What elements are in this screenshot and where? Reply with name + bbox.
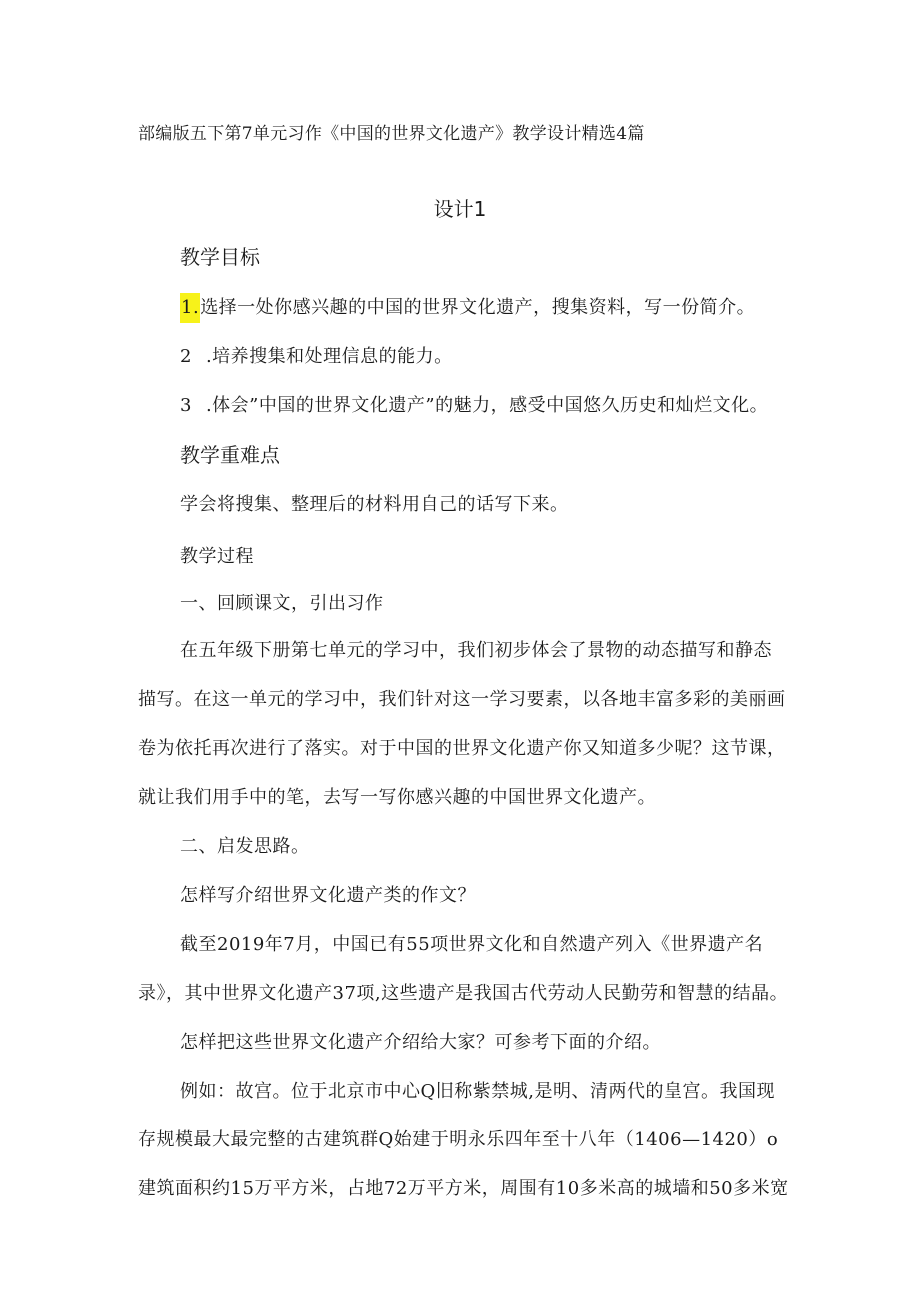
goal-item-3 xyxy=(180,394,768,418)
goal-item-2 xyxy=(180,345,453,369)
section-title: 设计1 xyxy=(433,197,487,221)
goal-text: .体会”中国的世界文化遗产”的魅力，感受中国悠久历史和灿烂文化。 xyxy=(205,395,769,416)
paragraph-3-line: 建筑面积约15万平方米，占地72万平方米，周围有10多米高的城墙和50多米宽 xyxy=(138,1178,789,1199)
goal-text: .培养搜集和处理信息的能力。 xyxy=(205,346,453,367)
howto-intro: 怎样把这些世界文化遗产介绍给大家？可参考下面的介绍。 xyxy=(180,1032,661,1053)
paragraph-2-line: 截至2019年7月，中国已有55项世界文化和自然遗产列入《世界遗产名 xyxy=(180,934,764,955)
step-2-title: 二、启发思路。 xyxy=(180,836,310,857)
howto-question: 怎样写介绍世界文化遗产类的作文？ xyxy=(180,885,476,906)
goal-number: 3 xyxy=(180,395,192,416)
paragraph-1-line: 就让我们用手中的笔，去写一写你感兴趣的中国世界文化遗产。 xyxy=(138,787,656,808)
goals-heading: 教学目标 xyxy=(180,245,260,269)
paragraph-2-line: 录》，其中世界文化遗产37项,这些遗产是我国古代劳动人民勤劳和智慧的结晶。 xyxy=(138,983,789,1004)
goal-number: 2 xyxy=(180,346,192,367)
paragraph-1-line: 卷为依托再次进行了落实。对于中国的世界文化遗产你又知道多少呢？这节课， xyxy=(138,738,786,759)
step-1-title: 一、回顾课文，引出习作 xyxy=(180,593,384,614)
goal-item-1 xyxy=(180,296,755,323)
key-points-heading: 教学重难点 xyxy=(180,443,280,467)
paragraph-1-line: 在五年级下册第七单元的学习中，我们初步体会了景物的动态描写和静态 xyxy=(180,640,772,661)
key-points-text: 学会将搜集、整理后的材料用自己的话写下来。 xyxy=(180,494,569,515)
paragraph-3-line: 存规模最大最完整的古建筑群Q始建于明永乐四年至十八年（1406—1420）o xyxy=(138,1129,779,1150)
process-heading: 教学过程 xyxy=(180,546,254,567)
goal-text: 选择一处你感兴趣的中国的世界文化遗产，搜集资料，写一份简介。 xyxy=(200,297,756,318)
document-title: 部编版五下第7单元习作《中国的世界文化遗产》教学设计精选4篇 xyxy=(138,124,645,144)
highlighted-number: 1. xyxy=(180,293,200,323)
paragraph-3-line: 例如：故宫。位于北京市中心Q旧称紫禁城,是明、清两代的皇宫。我国现 xyxy=(180,1081,775,1102)
paragraph-1-line: 描写。在这一单元的学习中，我们针对这一学习要素，以各地丰富多彩的美丽画 xyxy=(138,689,786,710)
